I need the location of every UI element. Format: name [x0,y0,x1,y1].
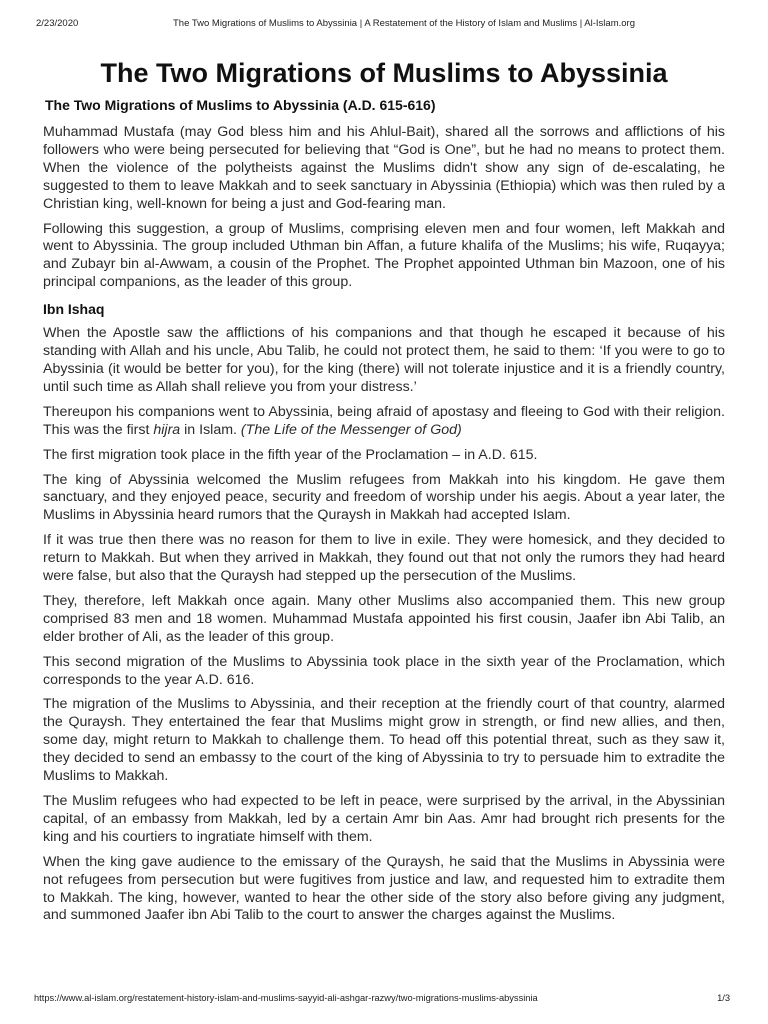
paragraph-10: The migration of the Muslims to Abyssinia, and their reception at the friendly court of that country, alarmed the Quraysh. They entertained the fear that Muslims might grow in strength, or find new allies, and then, some day, might return to Makkah to challenge them. To head off this potential threat, such as they saw it, they decided to send an embassy to the court of the king of Abyssinia to try to persuade him to extradite the Muslims to Makkah. [43,696,725,785]
print-footer [34,993,730,1007]
paragraph-4 [43,404,725,440]
paragraph-8: They, therefore, left Makkah once again. Many other Muslims also accompanied them. This new group comprised 83 men and 18 women. Muhammad Mustafa appointed his first cousin, Jaafer ibn Abi Talib, an elder brother of Ali, as the leader of this group. [43,592,725,645]
paragraph-2: Following this suggestion, a group of Muslims, comprising eleven men and four women, left Makkah and went to Abyssinia. The group included Uthman bin Affan, a future khalifa of the Muslims; his wife, Ruqayya; and Zubayr bin al-Awwam, a cousin of the Prophet. The Prophet appointed Uthman bin Mazoon, one of his principal companions, as the leader of this group. [43,220,725,291]
section-heading: Ibn Ishaq [43,301,105,318]
page-number: 1/3 [717,993,730,1003]
paragraph-5: The first migration took place in the fifth year of the Proclamation – in A.D. 615. [43,446,538,463]
paragraph-4-text-end: in Islam. [180,421,241,438]
hijra-term: hijra [153,421,181,438]
article-title: The Two Migrations of Muslims to Abyssinia [100,58,668,88]
print-header [36,18,732,32]
citation: (The Life of the Messenger of God) [240,421,462,438]
paragraph-6: The king of Abyssinia welcomed the Muslim refugees from Makkah into his kingdom. He gave them sanctuary, and they enjoyed peace, security and freedom of worship under his aegis. About a year later, the Muslims in Abyssinia heard rumors that the Quraysh in Makkah had accepted Islam. [43,471,725,524]
paragraph-1: Muhammad Mustafa (may God bless him and his Ahlul-Bait), shared all the sorrows and afflictions of his followers who were being persecuted for believing that “God is One”, but he had no means to protect them. When the violence of the polytheists against the Muslims didn't show any sign of de-escalating, he suggested to them to leave Makkah and to seek sanctuary in Abyssinia (Ethiopia) which was then ruled by a Christian king, well-known for being a just and God-fearing man. [43,124,725,212]
print-date: 2/23/2020 [36,18,79,29]
article-subtitle: The Two Migrations of Muslims to Abyssinia (A.D. 615-616) [45,97,436,113]
paragraph-12: When the king gave audience to the emissary of the Quraysh, he said that the Muslims in Abyssinia were not refugees from persecution but were fugitives from justice and law, and requested him to extradite them to Makkah. The king, however, wanted to hear the other side of the story also before giving any judgment, and summoned Jaafer ibn Abi Talib to the court to answer the charges against the Muslims. [43,853,725,924]
article [43,56,725,932]
print-url: https://www.al-islam.org/restatement-history-islam-and-muslims-sayyid-ali-ashgar-razwy/two-migrations-muslims-abyssinia [34,993,538,1003]
paragraph-7: If it was true then there was no reason for them to live in exile. They were homesick, and they decided to return to Makkah. But when they arrived in Makkah, they found out that not only the rumors they had heard were false, but also that the Quraysh had stepped up the persecution of the Muslims. [43,532,725,585]
print-page-title: The Two Migrations of Muslims to Abyssinia | A Restatement of the History of Islam and Muslims | Al-Islam.org [173,18,635,29]
paragraph-11: The Muslim refugees who had expected to be left in peace, were surprised by the arrival, in the Abyssinian capital, of an embassy from Makkah, led by a certain Amr bin Aas. Amr had brought rich presents for the king and his courtiers to ingratiate himself with them. [43,793,725,845]
paragraph-9: This second migration of the Muslims to Abyssinia took place in the sixth year of the Proclamation, which corresponds to the year A.D. 616. [43,653,725,688]
paragraph-4-text: Thereupon his companions went to Abyssinia, being afraid of apostasy and fleeing to God with their religion. This was the first [43,403,725,438]
paragraph-3: When the Apostle saw the afflictions of his companions and that though he escaped it because of his standing with Allah and his uncle, Abu Talib, he could not protect them, he said to them: ‘If you were to go to Abyssinia (it would be better for you), for the king (there) will not tolerate injustice and it is a friendly country, until such time as Allah shall relieve you from your distress.’ [43,325,725,395]
